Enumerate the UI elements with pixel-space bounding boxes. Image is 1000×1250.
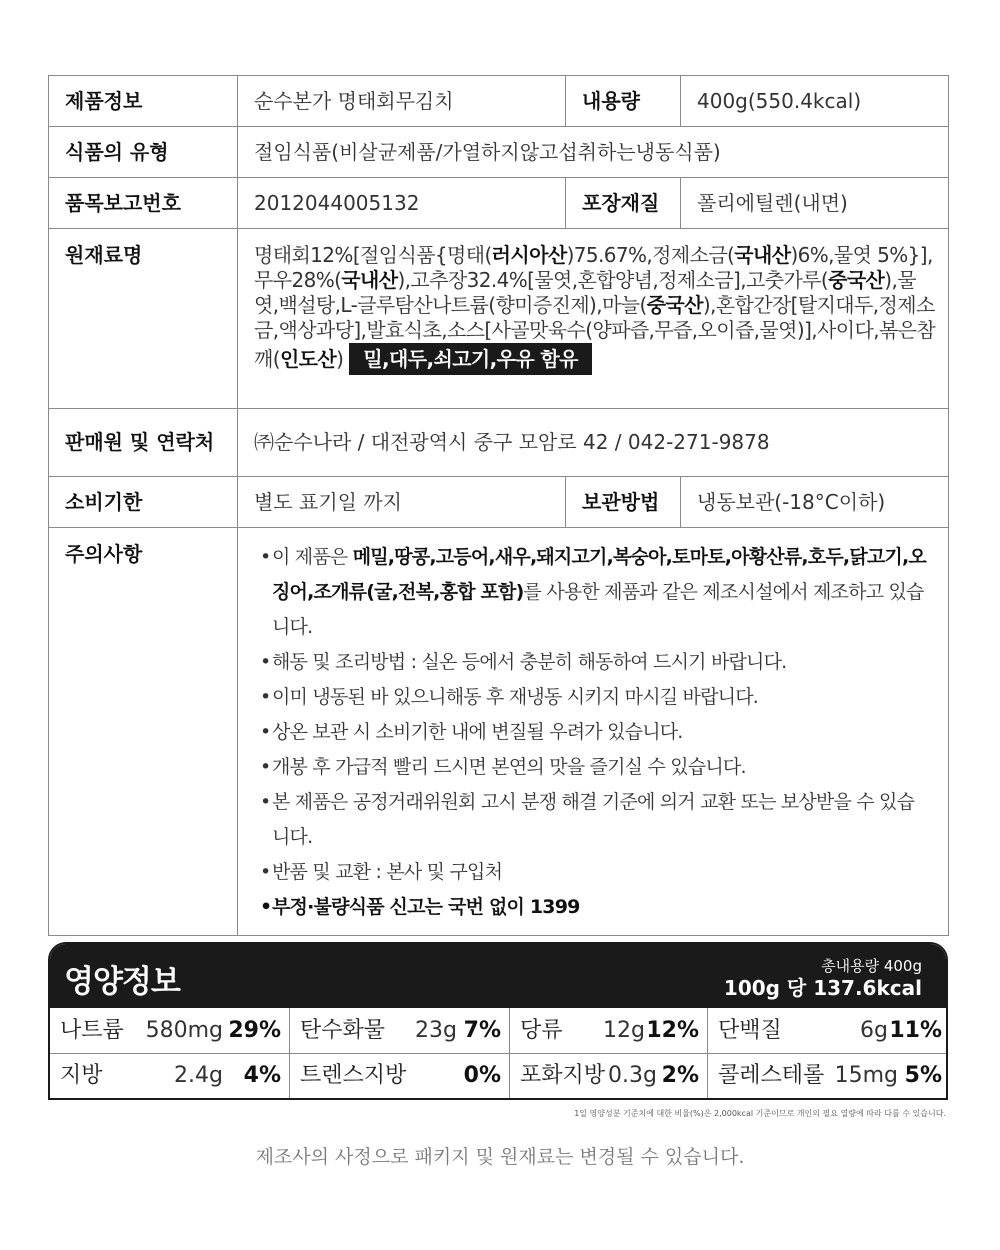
report-number-label: 품목보고번호 xyxy=(49,178,238,229)
origin-text: 중국산 xyxy=(828,268,885,292)
nutrient-label: 나트륨 xyxy=(60,1018,124,1043)
nutrient-value: 23g xyxy=(415,1018,457,1043)
nutrition-title: 영양정보 xyxy=(64,964,180,1000)
nutrient-cell xyxy=(708,1008,948,1053)
nutrient-percent: 5% xyxy=(904,1063,942,1088)
caution-list-cell xyxy=(238,528,949,936)
nutrient-cell xyxy=(50,1008,290,1053)
ingredients-value xyxy=(238,229,949,409)
food-type-label: 식품의 유형 xyxy=(49,127,238,178)
nutrient-value: 15mg xyxy=(834,1063,898,1088)
nutrition-grid xyxy=(50,1008,946,1098)
report-number-value: 2012044005132 xyxy=(238,178,566,229)
origin-text: 러시아산 xyxy=(491,243,567,267)
nutrient-cell xyxy=(510,1008,708,1053)
caution-item: • 이 제품은 메밀,땅콩,고등어,새우,돼지고기,복숭아,토마토,아황산류,호두,닭고기,오징어,조개류(굴,전복,홍합 포함)를 사용한 제품과 같은 제조시설에서 제조하고 있습니다. xyxy=(260,540,928,645)
ingredients-text: ),고추장32.4%[물엿,혼합양념,정제소금],고춧가루( xyxy=(397,268,829,292)
package-value: 폴리에틸렌(내면) xyxy=(681,178,949,229)
storage-value: 냉동보관(-18°C이하) xyxy=(681,477,949,528)
nutrition-total: 총내용량 400g xyxy=(821,957,922,975)
caution-item: • 반품 및 교환 : 본사 및 구입처 xyxy=(260,855,928,890)
caution-item: • 개봉 후 가급적 빨리 드시면 본연의 맛을 즐기실 수 있습니다. xyxy=(260,750,928,785)
ingredients-label: 원재료명 xyxy=(49,229,238,409)
origin-text: 국내산 xyxy=(734,243,791,267)
caution-item-report: • 부정·불량식품 신고는 국번 없이 1399 xyxy=(260,890,928,925)
ingredients-text: )75.67%,정제소금( xyxy=(566,243,735,267)
nutrient-label: 단백질 xyxy=(718,1018,782,1043)
package-label: 포장재질 xyxy=(566,178,681,229)
nutrient-value: 0.3g xyxy=(608,1063,657,1088)
product-info-table xyxy=(48,75,949,936)
nutrient-percent: 2% xyxy=(661,1063,699,1088)
ingredients-text: ),혼합간장[탈지대두,정제소금,액상과당],발효식초,소스[사골맛육수(양파즙,무즙,오이즙,물엿)],사이다,볶은참깨( xyxy=(254,293,936,371)
nutrient-percent: 4% xyxy=(243,1063,281,1088)
allergen-badge: 밀,대두,쇠고기,우유 함유 xyxy=(349,343,592,375)
expiry-value: 별도 표기일 까지 xyxy=(238,477,566,528)
ingredients-text: ) xyxy=(336,347,344,371)
nutrient-percent: 7% xyxy=(463,1018,501,1043)
caution-item: • 이미 냉동된 바 있으니해동 후 재냉동 시키지 마시길 바랍니다. xyxy=(260,680,928,715)
nutrient-label: 트렌스지방 xyxy=(300,1063,407,1088)
storage-label: 보관방법 xyxy=(566,477,681,528)
nutrient-label: 탄수화물 xyxy=(300,1018,386,1043)
caution-item: • 본 제품은 공정거래위원회 고시 분쟁 해결 기준에 의거 교환 또는 보상받을 수 있습니다. xyxy=(260,785,928,855)
nutrition-row xyxy=(50,1008,948,1054)
allergen-list: 메밀,땅콩,고등어,새우,돼지고기,복숭아,토마토,아황산류,호두,닭고기,오징어,조개류(굴,전복,홍합 포함) xyxy=(272,546,926,603)
origin-text: 중국산 xyxy=(646,293,703,317)
nutrient-cell xyxy=(50,1053,290,1098)
nutrient-value: 580mg xyxy=(145,1018,223,1043)
nutrition-per-serving: 100g 당 137.6kcal xyxy=(723,976,922,1000)
seller-value: ㈜순수나라 / 대전광역시 중구 모암로 42 / 042-271-9878 xyxy=(238,409,949,477)
nutrient-cell xyxy=(290,1053,510,1098)
nutrient-cell xyxy=(510,1053,708,1098)
ingredients-text: 명태회12%[절임식품{명태( xyxy=(254,243,492,267)
expiry-label: 소비기한 xyxy=(49,477,238,528)
product-value: 순수본가 명태회무김치 xyxy=(238,76,566,127)
caution-label: 주의사항 xyxy=(49,528,238,936)
caution-list xyxy=(254,540,928,925)
origin-text: 국내산 xyxy=(341,268,398,292)
nutrition-row xyxy=(50,1053,948,1098)
nutrition-panel xyxy=(48,942,948,1100)
ingredients-text: )6%,물엿 5%}],무우28%( xyxy=(254,243,933,292)
volume-value: 400g(550.4kcal) xyxy=(681,76,949,127)
nutrient-percent: 12% xyxy=(646,1018,699,1043)
nutrient-value: 6g xyxy=(860,1018,888,1043)
caution-item: • 상온 보관 시 소비기한 내에 변질될 우려가 있습니다. xyxy=(260,715,928,750)
nutrient-value: 12g xyxy=(603,1018,645,1043)
ingredients-text: ),물엿,백설탕,L-글루탐산나트륨(향미증진제),마늘( xyxy=(254,268,916,317)
caution-item: • 해동 및 조리방법 : 실온 등에서 충분히 해동하여 드시기 바랍니다. xyxy=(260,645,928,680)
nutrient-percent: 11% xyxy=(889,1018,942,1043)
nutrient-value: 2.4g xyxy=(174,1063,223,1088)
nutrient-label: 당류 xyxy=(520,1018,563,1043)
volume-label: 내용량 xyxy=(566,76,681,127)
nutrient-label: 포화지방 xyxy=(520,1063,606,1088)
nutrient-percent: 29% xyxy=(228,1018,281,1043)
nutrient-cell xyxy=(708,1053,948,1098)
change-notice: 제조사의 사정으로 패키지 및 원재료는 변경될 수 있습니다. xyxy=(255,1146,745,1168)
food-type-value: 절임식품(비살균제품/가열하지않고섭취하는냉동식품) xyxy=(238,127,949,178)
product-label: 제품정보 xyxy=(49,76,238,127)
nutrition-footnote: 1일 영양성분 기준치에 대한 비율(%)은 2,000kcal 기준이므로 개인의 필요 열량에 따라 다를 수 있습니다. xyxy=(574,1109,946,1118)
origin-text: 인도산 xyxy=(279,347,337,371)
nutrient-cell xyxy=(290,1008,510,1053)
nutrition-header xyxy=(50,944,946,1008)
seller-label: 판매원 및 연락처 xyxy=(49,409,238,477)
nutrient-label: 콜레스테롤 xyxy=(718,1063,825,1088)
nutrient-label: 지방 xyxy=(60,1063,103,1088)
nutrient-percent: 0% xyxy=(463,1063,501,1088)
